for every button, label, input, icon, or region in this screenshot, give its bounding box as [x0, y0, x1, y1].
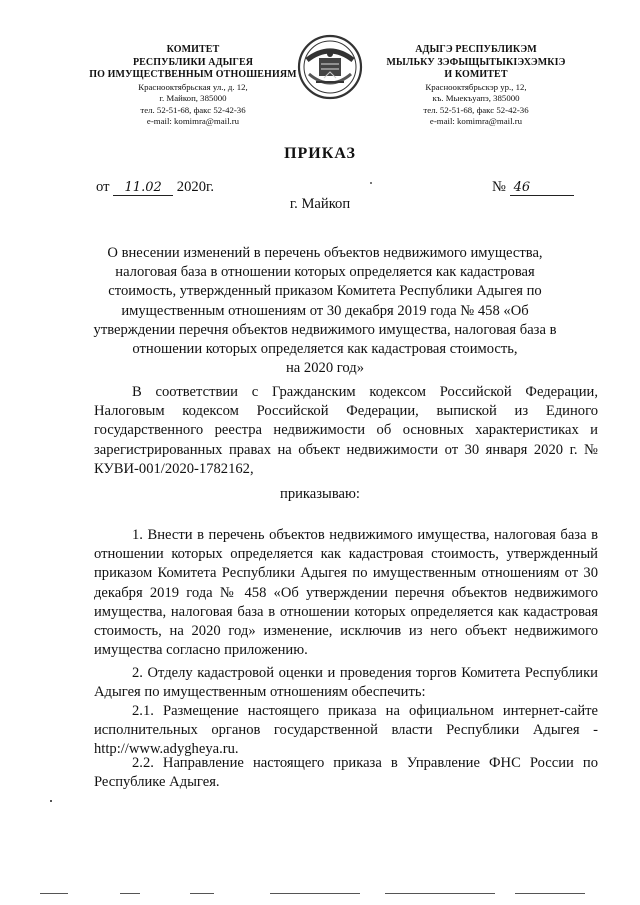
right-header-phone: тел. 52-51-68, факс 52-42-36 — [423, 104, 529, 115]
right-header-line1: АДЫГЭ РЕСПУБЛИКЭМ — [415, 44, 537, 55]
date-line — [96, 179, 214, 196]
item-2-1-paragraph: 2.1. Размещение настоящего приказа на официальном интернет-сайте исполнительных органов государственной власти Республики Адыгея - http://www.adygheya.ru. — [94, 703, 598, 758]
document-city: г. Майкоп — [289, 196, 351, 212]
dot-mark — [370, 182, 372, 184]
date-suffix: 2020г. — [176, 179, 214, 195]
left-header-email: e-mail: komimra@mail.ru — [146, 116, 240, 126]
scan-line — [120, 893, 140, 894]
subject-line: стоимость, утвержденный приказом Комитета Республики Адыгея по — [108, 283, 542, 300]
subject-line: налоговая база в отношении которых определяется как кадастровая — [115, 264, 535, 281]
right-header-line2: МЫЛЬКУ ЗЭФЫЩЫТЫКІЭХЭМКІЭ — [386, 56, 566, 68]
left-header-address: Краснооктябрьская ул., д. 12, — [138, 81, 248, 92]
document-title: ПРИКАЗ — [284, 145, 356, 162]
scan-line — [190, 893, 214, 894]
document-subject — [90, 244, 560, 378]
scan-line — [270, 893, 360, 894]
coat-of-arms-icon — [297, 34, 363, 100]
margin-dot — [50, 800, 52, 802]
right-header-address: Краснооктябрьскэр ур., 12, — [425, 81, 527, 92]
left-header-line3: ПО ИМУЩЕСТВЕННЫМ ОТНОШЕНИЯМ — [89, 69, 297, 80]
scan-line — [385, 893, 495, 894]
item-2-paragraph: 2. Отделу кадастровой оценки и проведения торгов Комитета Республики Адыгея по имущественным отношениям обеспечить: — [94, 665, 598, 701]
left-header-line1: КОМИТЕТ — [166, 44, 220, 55]
right-header-email: e-mail: komimra@mail.ru — [429, 116, 523, 126]
date-handwritten: 11.02 — [113, 180, 173, 196]
scan-line — [40, 893, 68, 894]
subject-line: отношении которых определяется как кадастровая стоимость, — [132, 341, 518, 358]
right-header-line3: И КОМИТЕТ — [444, 69, 508, 80]
subject-line: на 2020 год» — [286, 360, 364, 377]
date-prefix: от — [96, 179, 110, 195]
item-2-2-paragraph: 2.2. Направление настоящего приказа в Управление ФНС России по Республике Адыгея. — [94, 755, 598, 791]
subject-line: утверждении перечня объектов недвижимого имущества, налоговая база в — [93, 321, 557, 338]
right-header-city: къ. Мыекъуапэ, 385000 — [432, 93, 520, 103]
number-line — [492, 179, 574, 196]
left-header-line2: РЕСПУБЛИКИ АДЫГЕЯ — [132, 56, 254, 68]
number-prefix: № — [492, 179, 506, 195]
left-header-city: г. Майкоп, 385000 — [159, 93, 227, 103]
preamble-paragraph: В соответствии с Гражданским кодексом Российской Федерации, Налоговым кодексом Российской Федерации, выпиской из Единого государственного реестра недвижимости об основных характеристиках и зарегистрированных правах на объект недвижимости от 30 января 2020 г. № КУВИ-001/2020-1782162, — [94, 384, 598, 477]
scan-line — [515, 893, 585, 894]
order-word: приказываю: — [280, 486, 360, 502]
subject-line: О внесении изменений в перечень объектов недвижимого имущества, — [107, 245, 543, 261]
left-header — [86, 44, 300, 128]
item-1-paragraph: 1. Внести в перечень объектов недвижимого имущества, налоговая база в отношении которых определяется как кадастровая стоимость, утвержденный приказом Комитета Республики Адыгея по имущественным отношениям от 30 декабря 2019 года № 458 «Об утверждении перечня объектов недвижимого имущества, налоговая база в отношении которых определяется как кадастровая стоимость, на 2020 год» изменение, исключив из него объект недвижимого имущества согласно приложению. — [94, 527, 598, 659]
right-header — [378, 44, 574, 128]
subject-line: имущественным отношениям от 30 декабря 2019 года № 458 «Об — [121, 302, 529, 319]
number-handwritten: 46 — [510, 180, 574, 196]
left-header-phone: тел. 52-51-68, факс 52-42-36 — [140, 104, 246, 115]
